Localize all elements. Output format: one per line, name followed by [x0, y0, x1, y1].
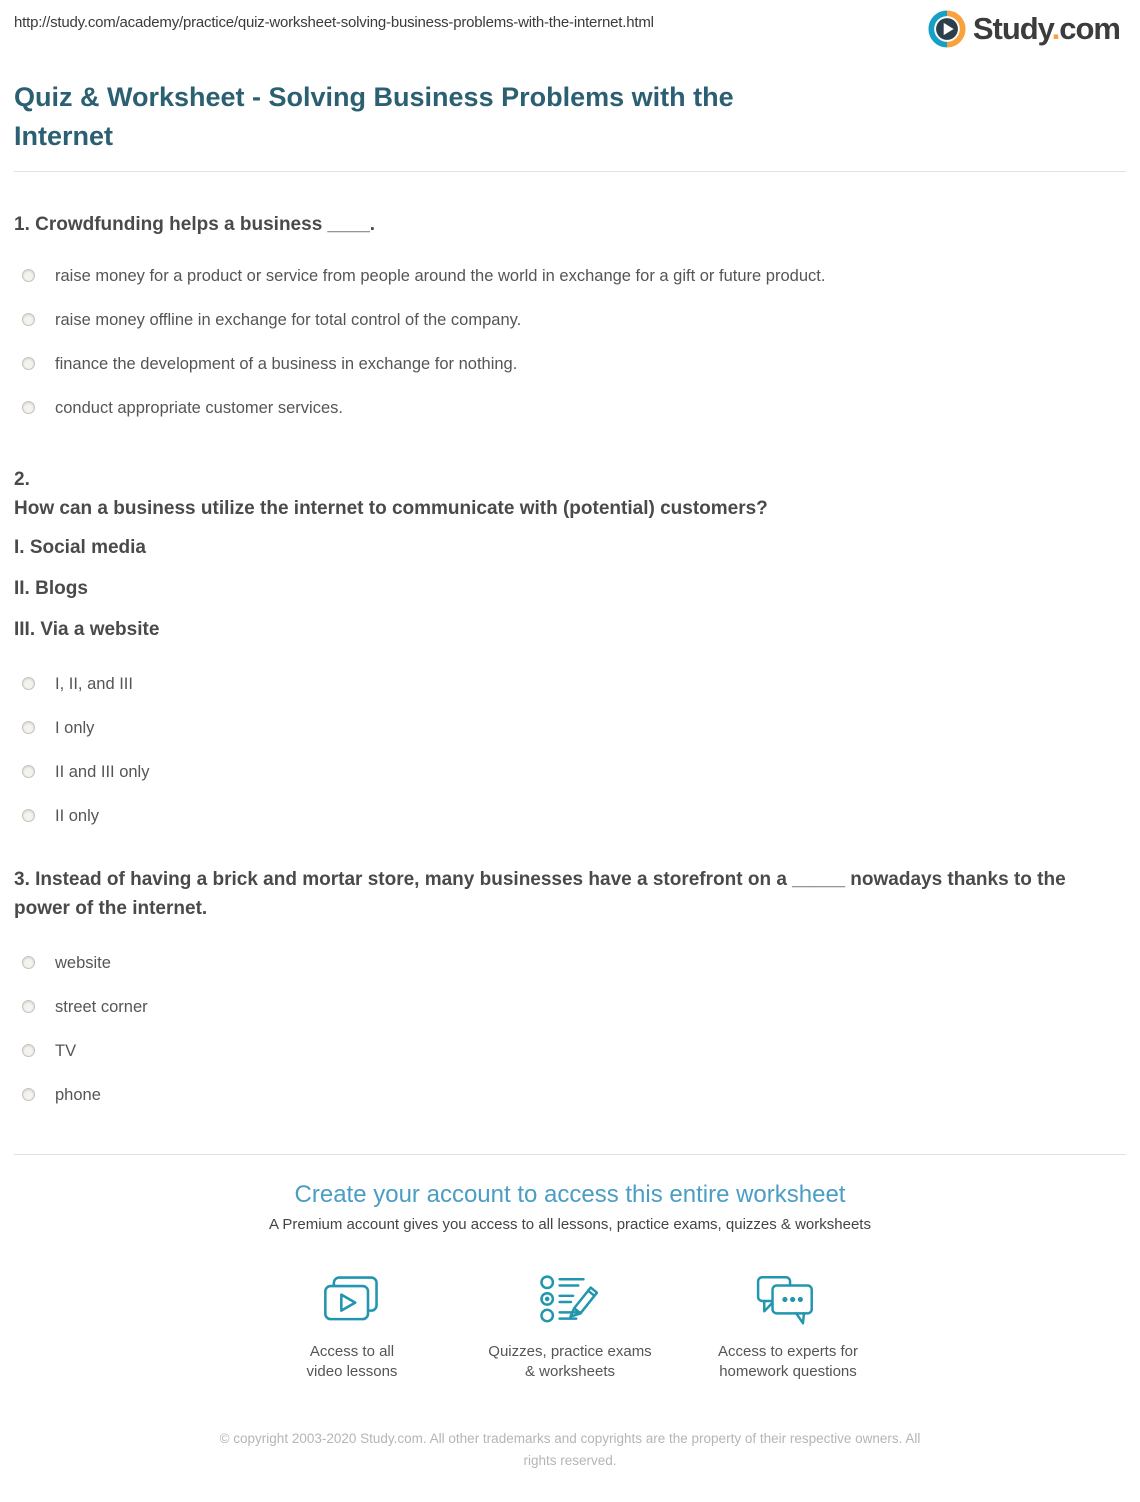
option-label[interactable]: I only: [55, 719, 95, 737]
play-circle-icon: [928, 10, 966, 48]
question-2-heading: How can a business utilize the internet to communicate with (potential) customers?: [14, 498, 768, 519]
answer-option[interactable]: [14, 674, 1126, 695]
answer-option[interactable]: [14, 997, 1126, 1018]
feature-quizzes-worksheets: [461, 1273, 679, 1382]
feature-label-line: video lessons: [306, 1363, 398, 1380]
radio-button[interactable]: [22, 401, 35, 414]
answer-option[interactable]: [14, 1041, 1126, 1062]
answer-option[interactable]: [14, 398, 1126, 419]
radio-button[interactable]: [22, 721, 35, 734]
option-label[interactable]: raise money for a product or service from people around the world in exchange for a gift or future product.: [55, 267, 826, 285]
question-2-options: [14, 674, 1126, 827]
roman-item: III. Via a website: [14, 619, 160, 640]
cta-section: [14, 1181, 1126, 1382]
option-label[interactable]: raise money offline in exchange for total control of the company.: [55, 311, 522, 329]
question-3: [14, 865, 1126, 1106]
radio-button[interactable]: [22, 956, 35, 969]
radio-button[interactable]: [22, 357, 35, 370]
option-label[interactable]: II only: [55, 807, 100, 825]
answer-option[interactable]: [14, 266, 1126, 287]
logo-dot: .: [1051, 11, 1060, 46]
radio-button[interactable]: [22, 313, 35, 326]
option-label[interactable]: I, II, and III: [55, 675, 133, 693]
feature-label: [243, 1342, 461, 1382]
page-url: http://study.com/academy/practice/quiz-worksheet-solving-business-problems-with-the-internet.html: [14, 14, 654, 31]
feature-expert-help: [679, 1273, 897, 1382]
radio-button[interactable]: [22, 1000, 35, 1013]
question-3-options: [14, 953, 1126, 1106]
answer-option[interactable]: [14, 762, 1126, 783]
radio-button[interactable]: [22, 809, 35, 822]
radio-button[interactable]: [22, 1088, 35, 1101]
divider-bottom: [14, 1154, 1126, 1155]
page-header: [14, 10, 1126, 48]
option-label[interactable]: II and III only: [55, 763, 150, 781]
radio-button[interactable]: [22, 269, 35, 282]
question-1: [14, 210, 1126, 419]
radio-button[interactable]: [22, 765, 35, 778]
roman-item: I. Social media: [14, 537, 146, 558]
feature-label: [461, 1342, 679, 1382]
roman-item: II. Blogs: [14, 578, 88, 599]
option-label[interactable]: street corner: [55, 998, 148, 1016]
option-label[interactable]: conduct appropriate customer services.: [55, 399, 343, 417]
feature-list: [14, 1273, 1126, 1382]
page-title: Quiz & Worksheet - Solving Business Problems with the Internet: [14, 82, 734, 151]
feature-label-line: & worksheets: [524, 1363, 616, 1380]
quiz-pencil-icon: [461, 1273, 679, 1329]
option-label[interactable]: TV: [55, 1042, 77, 1060]
video-lessons-icon: [243, 1273, 461, 1329]
feature-label: [679, 1342, 897, 1382]
cta-title: Create your account to access this entire worksheet: [294, 1181, 846, 1208]
chat-bubbles-icon: [679, 1273, 897, 1329]
question-2-number: 2.: [14, 469, 30, 490]
answer-option[interactable]: [14, 718, 1126, 739]
question-2: [14, 465, 1126, 827]
answer-option[interactable]: [14, 1085, 1126, 1106]
option-label[interactable]: finance the development of a business in exchange for nothing.: [55, 355, 518, 373]
copyright-text: © copyright 2003-2020 Study.com. All other trademarks and copyrights are the property of their respective owners. All rights reserved.: [219, 1431, 921, 1468]
feature-label-line: Access to experts for: [717, 1343, 859, 1360]
feature-video-lessons: [243, 1273, 461, 1382]
answer-option[interactable]: [14, 354, 1126, 375]
radio-button[interactable]: [22, 1044, 35, 1057]
question-3-heading: 3. Instead of having a brick and mortar store, many businesses have a storefront on a _____ nowadays thanks to the power of the internet.: [14, 869, 1066, 919]
logo-wordmark: [973, 10, 1120, 48]
option-label[interactable]: website: [55, 954, 111, 972]
feature-label-line: Quizzes, practice exams: [488, 1343, 652, 1360]
question-1-heading: 1. Crowdfunding helps a business ____.: [14, 214, 376, 235]
cta-subtitle: A Premium account gives you access to all lessons, practice exams, quizzes & worksheets: [269, 1216, 871, 1233]
answer-option[interactable]: [14, 806, 1126, 827]
answer-option[interactable]: [14, 310, 1126, 331]
feature-label-line: Access to all: [309, 1343, 395, 1360]
feature-label-line: homework questions: [719, 1363, 857, 1380]
studycom-logo[interactable]: [928, 10, 1120, 48]
logo-tld: com: [1059, 11, 1120, 46]
radio-button[interactable]: [22, 677, 35, 690]
answer-option[interactable]: [14, 953, 1126, 974]
question-2-roman-list: [14, 533, 1126, 644]
divider-top: [14, 171, 1126, 172]
option-label[interactable]: phone: [55, 1086, 101, 1104]
question-1-options: [14, 266, 1126, 419]
logo-brand: Study: [972, 11, 1052, 46]
page-footer: [14, 1428, 1126, 1472]
